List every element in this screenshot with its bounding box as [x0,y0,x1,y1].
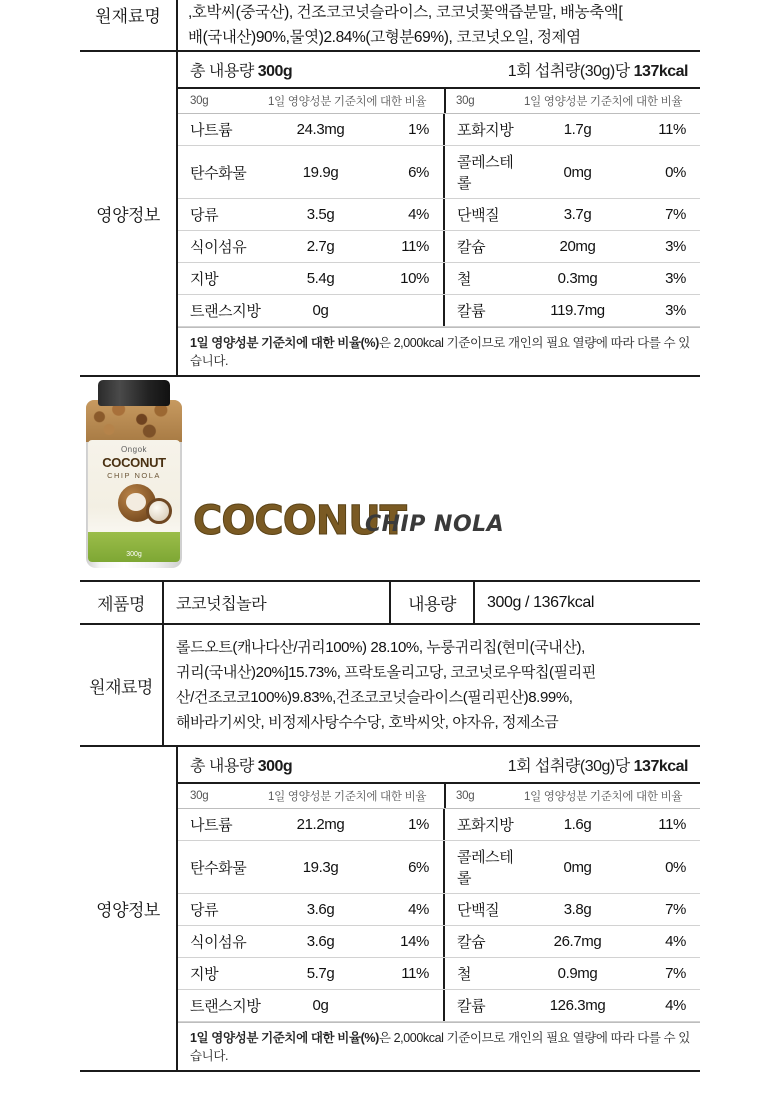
nutrient-percent-2: 3% [665,238,686,255]
top-ingredients-label: 원재료명 [95,7,161,26]
volume-label: 내용량 [408,595,456,614]
table-row [178,894,700,926]
table-row [178,809,700,841]
nutrient-name-2: 철 [457,271,472,288]
product-name-row [80,582,700,625]
bottom-sub-right-amount: 30g [456,790,475,802]
bottom-nutrition-label: 영양정보 [96,901,160,920]
nutrient-value: 0g [312,997,329,1014]
nutrient-percent-2: 7% [665,965,686,982]
top-nutrition-label: 영양정보 [96,206,160,225]
nutrient-value-2: 26.7mg [553,933,602,950]
bottom-nutrition-header [178,747,700,784]
bottom-nutrition-footnote [178,1022,700,1070]
nutrient-value: 5.7g [306,965,335,982]
nutrient-name-2: 칼슘 [457,239,486,256]
nutrient-percent: 6% [408,163,429,181]
nutrient-name: 탄수화물 [190,859,247,877]
top-serving-info [508,58,688,81]
nutrient-value-2: 3.7g [563,206,592,223]
nutrient-value-2: 1.7g [563,121,592,138]
table-row [178,926,700,958]
ingredient-line: 귀리(국내산)20%]15.73%, 프락토올리고당, 코코넛로우딱칩(필리핀 [176,664,596,681]
jar-label [88,440,180,562]
top-serving-kcal: 137kcal [633,63,688,80]
nutrient-value: 21.2mg [296,816,345,833]
table-row [178,295,700,327]
bottom-footnote-bold: 1일 영양성분 기준치에 대한 비율(%) [190,1031,379,1045]
product-name-value: 코코넛칩놀라 [176,596,267,613]
top-nutrition-module [80,50,700,377]
top-sub-left-amount: 30g [190,95,209,107]
nutrient-percent [373,990,443,1021]
table-row [178,199,700,231]
nutrient-percent: 1% [408,121,429,138]
nutrient-percent-2: 0% [665,858,686,876]
nutrient-name: 지방 [190,966,219,983]
nutrient-name-2: 콜레스테롤 [457,154,514,192]
nutrient-value-2: 0mg [563,858,592,876]
nutrient-percent: 10% [400,270,429,287]
nutrient-name: 나트륨 [190,122,233,139]
bottom-ingredients-label: 원재료명 [89,677,153,697]
nutrient-percent: 1% [408,816,429,833]
top-total-amount-value: 300g [257,63,293,80]
bottom-serving-text: 1회 섭취량(30g)당 [507,758,630,775]
top-nutrition-subheader [178,89,700,114]
jar-net-weight: 300g [126,551,142,558]
nutrient-name-2: 포화지방 [457,122,514,139]
bottom-serving-info [508,753,688,776]
volume-value: 300g / 1367kcal [487,593,594,611]
nutrient-value-2: 0.3mg [557,270,598,287]
product-hero [0,360,780,575]
nutrient-name: 당류 [190,902,219,919]
ingredient-line: 해바라기씨앗, 비정제사탕수수당, 호박씨앗, 야자유, 정제소금 [176,714,559,731]
nutrient-name-2: 단백질 [457,207,500,224]
ingredient-line: 롤드오트(캐나다산/귀리100%) 28.10%, 누룽귀리칩(현미(국내산), [176,639,585,656]
nutrient-percent: 11% [401,238,429,255]
table-row [178,990,700,1022]
nutrient-value: 19.9g [302,163,339,181]
top-ingredients-row [80,0,700,50]
top-footnote-rest: 은 2,000kcal 기준이므로 개인의 필요 열량에 따라 다를 수 있습니다. [190,336,690,368]
bottom-ingredients-row [80,625,700,747]
nutrient-value: 3.6g [306,901,335,918]
bottom-total-amount [190,753,292,776]
nutrient-value-2: 0.9mg [557,965,598,982]
nutrient-value-2: 3.8g [563,901,592,918]
nutrient-value-2: 119.7mg [550,302,605,319]
table-row [178,114,700,146]
nutrient-value-2: 1.6g [563,816,592,833]
top-total-amount [190,58,292,81]
nutrient-percent-2: 4% [665,997,686,1014]
ingredient-line: 산/건조코코100%)9.83%,건조코코넛슬라이스(필리핀산)8.99%, [176,689,573,706]
bottom-nutrition-body [176,747,700,1070]
top-sub-left-ratio: 1일 영양성분 기준치에 대한 비율 [268,96,427,108]
jar-label-footer [88,532,180,562]
nutrient-value: 2.7g [306,238,335,255]
bottom-total-amount-value: 300g [257,758,293,775]
nutrient-percent: 11% [401,965,429,982]
coconut-icon [146,498,172,524]
bottom-nutrition-subheader [178,784,700,809]
nutrient-percent-2: 7% [665,901,686,918]
nutrient-percent-2: 3% [665,270,686,287]
top-sub-right-amount: 30g [456,95,475,107]
top-spec-block [80,0,700,377]
nutrient-name-2: 칼륨 [457,998,486,1015]
bottom-sub-left-ratio: 1일 영양성분 기준치에 대한 비율 [268,791,427,803]
nutrient-name: 지방 [190,271,219,288]
nutrient-name: 트랜스지방 [190,303,261,320]
jar-lid [98,380,170,406]
top-ingredients-line-1: ,호박씨(중국산), 건조코코넛슬라이스, 코코넛꽃액즙분말, 배농축액[ [188,4,623,21]
nutrient-name: 식이섬유 [190,934,247,951]
nutrient-name-2: 칼륨 [457,303,486,320]
table-row [178,263,700,295]
nutrient-value: 5.4g [306,270,335,287]
bottom-footnote-rest: 은 2,000kcal 기준이므로 개인의 필요 열량에 따라 다를 수 있습니다. [190,1031,690,1063]
top-total-amount-label: 총 내용량 [190,63,254,80]
nutrient-value: 24.3mg [296,121,345,138]
bottom-sub-left-amount: 30g [190,790,209,802]
jar-body [86,400,182,568]
nutrient-percent-2: 11% [658,816,686,833]
nutrient-name-2: 콜레스테롤 [457,849,514,887]
nutrient-percent-2: 4% [665,933,686,950]
top-ingredients-text [178,0,700,50]
product-jar-image [78,378,193,570]
nutrient-name: 당류 [190,207,219,224]
nutrient-name: 탄수화물 [190,164,247,182]
nutrient-value-2: 0mg [563,163,592,181]
bottom-serving-kcal: 137kcal [633,758,688,775]
top-serving-text: 1회 섭취량(30g)당 [507,63,630,80]
nutrient-name: 나트륨 [190,817,233,834]
nutrient-value: 19.3g [302,858,339,876]
nutrient-name: 트랜스지방 [190,998,261,1015]
top-nutrition-body [176,52,700,375]
table-row [178,231,700,263]
nutrient-name-2: 칼슘 [457,934,486,951]
nutrient-percent: 14% [400,933,429,950]
bottom-spec-block [80,580,700,1072]
nutrient-percent [373,295,443,326]
nutrient-name-2: 단백질 [457,902,500,919]
top-footnote-bold: 1일 영양성분 기준치에 대한 비율(%) [190,336,379,350]
bottom-sub-right-ratio: 1일 영양성분 기준치에 대한 비율 [524,791,683,803]
table-row [178,841,700,894]
nutrient-percent: 4% [408,206,429,223]
jar-title: COCONUT [102,455,166,470]
nutrient-name-2: 철 [457,966,472,983]
nutrient-value: 3.6g [306,933,335,950]
nutrient-percent-2: 7% [665,206,686,223]
table-row [178,146,700,199]
jar-subtitle: CHIP NOLA [107,471,161,480]
nutrient-percent-2: 11% [658,121,686,138]
nutrient-name-2: 포화지방 [457,817,514,834]
nutrient-value: 3.5g [306,206,335,223]
nutrient-percent-2: 3% [665,302,686,319]
jar-brand: Ongok [120,445,148,454]
bottom-total-amount-label: 총 내용량 [190,758,254,775]
top-ingredients-line-2: 배(국내산)90%,물엿)2.84%(고형분69%), 코코넛오일, 정제염 [188,29,581,46]
top-nutrition-header [178,52,700,89]
product-name-label: 제품명 [97,595,145,614]
granola-fill [86,400,182,442]
nutrient-percent-2: 0% [665,163,686,181]
bottom-ingredients-text [164,625,700,745]
product-wordmark-sub: CHIP NOLA [365,512,505,537]
nutrient-value: 0g [312,302,329,319]
top-sub-right-ratio: 1일 영양성분 기준치에 대한 비율 [524,96,683,108]
product-wordmark: COCONUT [193,498,406,544]
table-row [178,958,700,990]
nutrient-percent: 4% [408,901,429,918]
nutrient-value-2: 126.3mg [549,997,606,1014]
nutrient-name: 식이섬유 [190,239,247,256]
nutrient-percent: 6% [408,858,429,876]
nutrient-value-2: 20mg [559,238,596,255]
bottom-nutrition-module [80,747,700,1072]
